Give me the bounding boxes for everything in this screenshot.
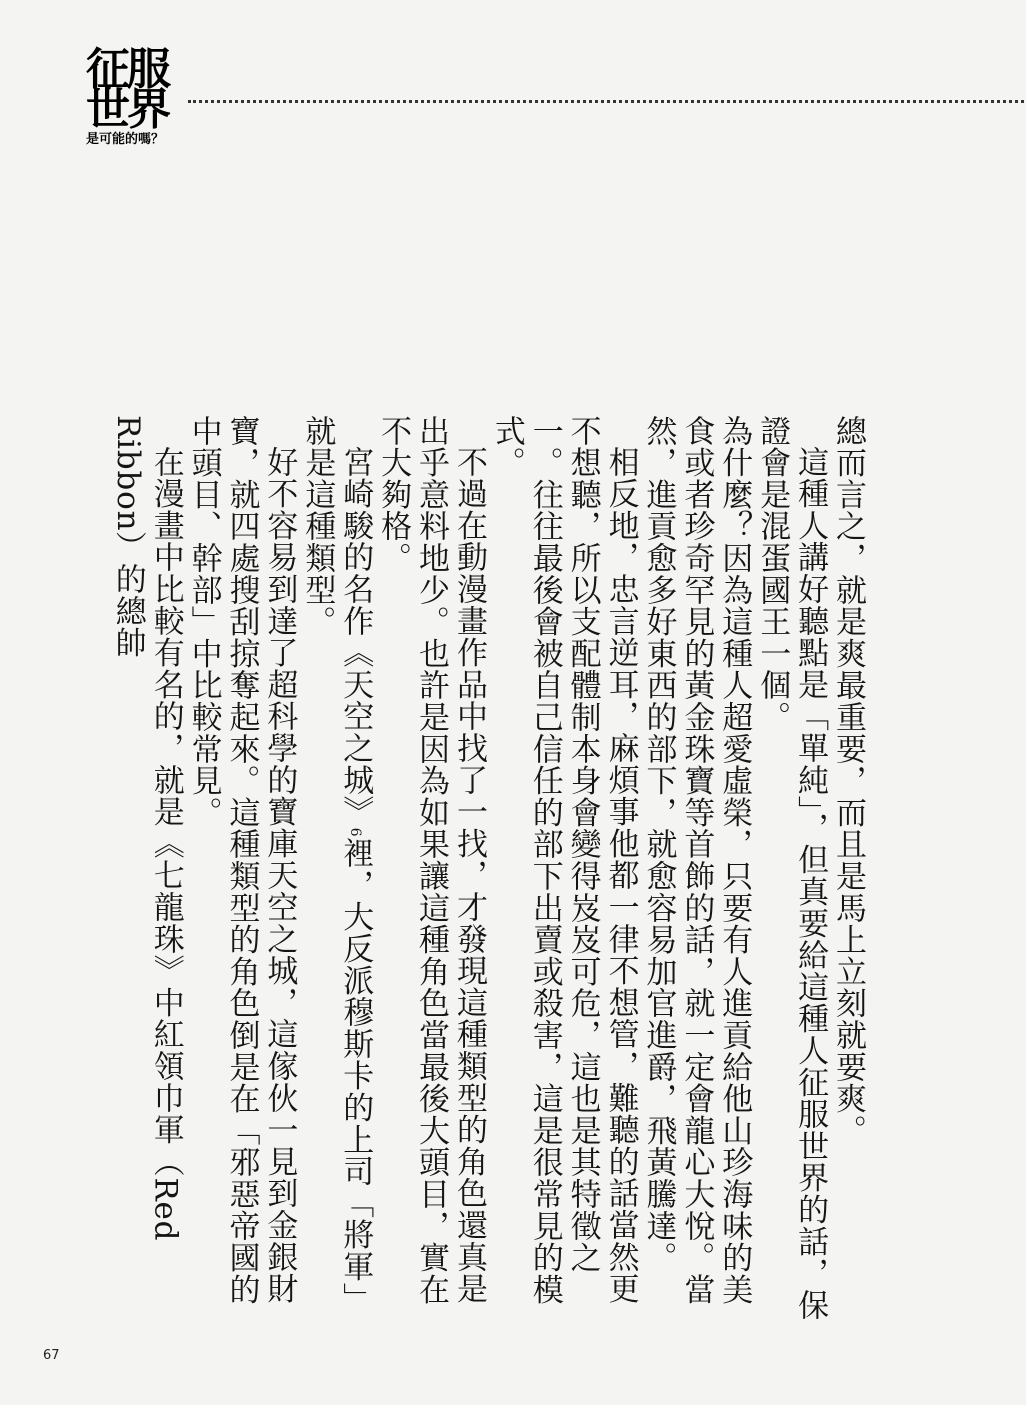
page-number: 67	[43, 1348, 60, 1363]
vertical-body-text	[108, 415, 866, 1330]
paragraph-3: 為什麼？因為這種人超愛虛榮，只要有人進貢給他山珍海味的美食或者珍奇罕見的黃金珠寶等首飾的話，就一定會龍心大悅。當然，進貢愈多好東西的部下，就愈容易加官進爵，飛黃騰達。	[640, 415, 753, 1306]
footnote-marker: 6	[347, 827, 364, 838]
header-dotted-rule	[188, 100, 1024, 103]
paragraph-2: 這種人講好聽點是「單純」，但真要給這種人征服世界的話，保證會是混蛋國王一個。	[754, 415, 829, 1321]
paragraph-1: 總而言之，就是爽最重要，而且是馬上立刻就要爽。	[830, 415, 866, 1147]
paragraph-5: 不過在動漫畫作品中找了一找，才發現這種類型的角色還真是出乎意料地少。也許是因為如果讓這種角色當最後大頭目，實在不大夠格。	[375, 415, 487, 1306]
paragraph-4: 相反地，忠言逆耳，麻煩事他都一律不想管，難聽的話當然更不想聽，所以支配體制本身會變得岌岌可危，這也是其特徵之一。往往最後會被自己信任的部下出賣或殺害，這是很常見的模式。	[488, 415, 639, 1306]
logo-subtitle: 是可能的嗎？	[86, 132, 165, 147]
logo-title-line1: 征服	[86, 44, 168, 95]
logo-title-line2: 世界	[86, 84, 168, 135]
paragraph-6-part-a: 宮崎駿的名作《天空之城》	[337, 446, 374, 828]
paragraph-6-part-b: 裡，大反派穆斯卡的上司「將軍」就是這種類型。	[299, 415, 374, 1315]
paragraph-7: 好不容易到達了超科學的寶庫天空之城，這傢伙一見到金銀財寶，就四處搜刮掠奪起來。這種類型的角色倒是在「邪惡帝國的中頭目、幹部」中比較常見。	[185, 415, 298, 1306]
book-logo	[86, 44, 186, 148]
paragraph-6	[297, 415, 373, 1330]
paragraph-8: 在漫畫中比較有名的，就是《七龍珠》中紅領巾軍（Red Ribbon）的總帥	[109, 415, 184, 1242]
